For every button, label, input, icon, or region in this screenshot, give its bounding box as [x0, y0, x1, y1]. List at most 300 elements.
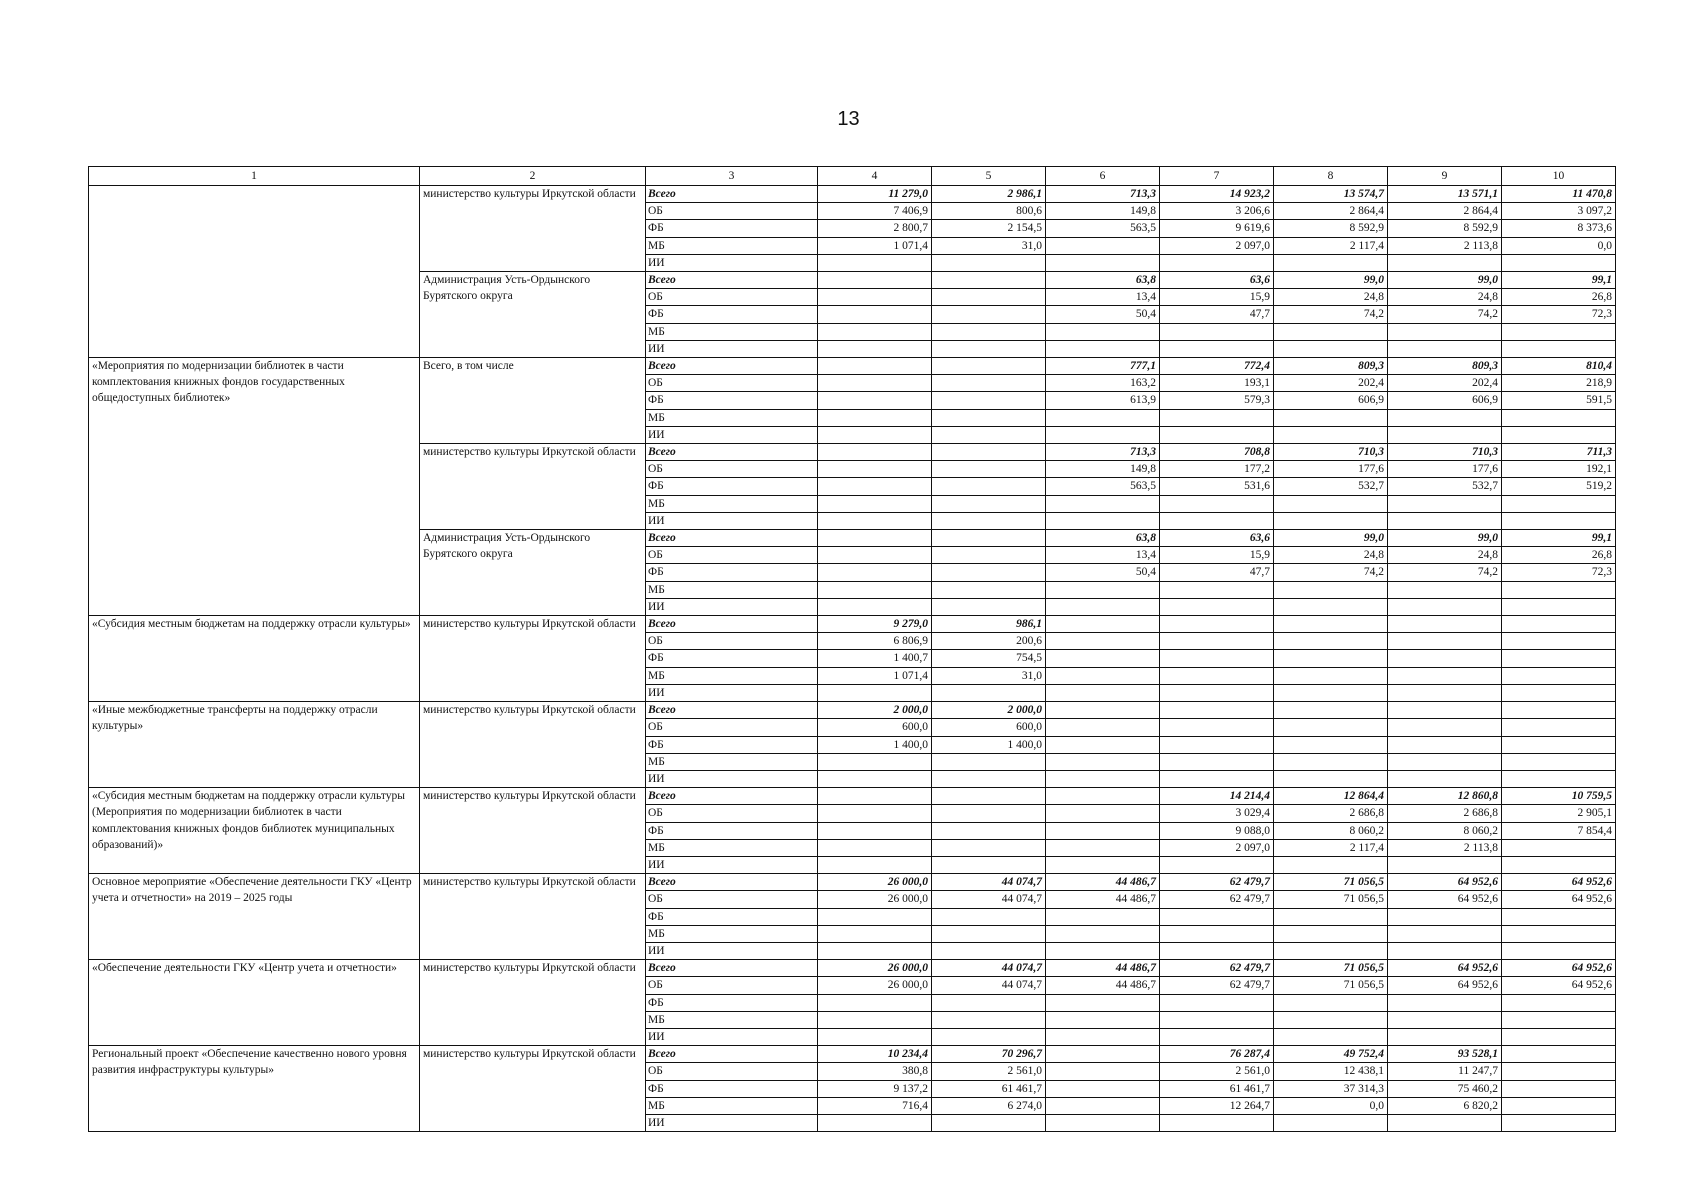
value-cell	[1388, 633, 1502, 650]
value-cell	[932, 942, 1046, 959]
value-cell: 12 860,8	[1388, 788, 1502, 805]
value-cell	[818, 770, 932, 787]
value-cell	[932, 856, 1046, 873]
value-cell: 710,3	[1274, 444, 1388, 461]
value-cell	[932, 340, 1046, 357]
value-cell	[1160, 340, 1274, 357]
value-cell	[932, 375, 1046, 392]
value-cell: 31,0	[932, 667, 1046, 684]
value-cell: 71 056,5	[1274, 960, 1388, 977]
value-cell: 7 854,4	[1502, 822, 1616, 839]
value-cell	[818, 289, 932, 306]
value-cell: 99,0	[1274, 272, 1388, 289]
value-cell	[932, 684, 1046, 701]
funding-source-cell: МБ	[646, 237, 818, 254]
column-header: 4	[818, 167, 932, 186]
value-cell	[1046, 254, 1160, 271]
value-cell: 754,5	[932, 650, 1046, 667]
value-cell: 44 074,7	[932, 874, 1046, 891]
value-cell: 9 619,6	[1160, 220, 1274, 237]
value-cell: 708,8	[1160, 444, 1274, 461]
value-cell	[818, 942, 932, 959]
budget-table	[88, 166, 1616, 1132]
value-cell: 72,3	[1502, 564, 1616, 581]
value-cell: 3 029,4	[1160, 805, 1274, 822]
page-number: 13	[837, 108, 860, 130]
value-cell	[1502, 1097, 1616, 1114]
value-cell: 200,6	[932, 633, 1046, 650]
value-cell	[932, 409, 1046, 426]
value-cell: 74,2	[1388, 306, 1502, 323]
value-cell: 177,2	[1160, 461, 1274, 478]
value-cell	[1502, 770, 1616, 787]
value-cell	[1046, 994, 1160, 1011]
value-cell: 99,0	[1274, 530, 1388, 547]
value-cell	[932, 788, 1046, 805]
funding-source-cell: ОБ	[646, 891, 818, 908]
funding-source-cell: ИИ	[646, 254, 818, 271]
value-cell	[818, 444, 932, 461]
value-cell: 772,4	[1160, 358, 1274, 375]
value-cell	[1502, 994, 1616, 1011]
value-cell: 6 806,9	[818, 633, 932, 650]
value-cell	[1274, 1011, 1388, 1028]
value-cell: 13,4	[1046, 289, 1160, 306]
value-cell	[1502, 1046, 1616, 1063]
value-cell	[1274, 633, 1388, 650]
value-cell	[1046, 856, 1160, 873]
value-cell	[1046, 237, 1160, 254]
value-cell: 61 461,7	[1160, 1080, 1274, 1097]
value-cell	[1046, 925, 1160, 942]
value-cell	[1388, 616, 1502, 633]
value-cell	[1388, 684, 1502, 701]
value-cell	[932, 272, 1046, 289]
value-cell	[1160, 650, 1274, 667]
activity-name-cell: Основное мероприятие «Обеспечение деятельности ГКУ «Центр учета и отчетности» на 2019 – 2025 годы	[89, 874, 420, 960]
funding-source-cell: Всего	[646, 874, 818, 891]
value-cell	[1502, 753, 1616, 770]
value-cell: 2 800,7	[818, 220, 932, 237]
value-cell	[1274, 702, 1388, 719]
value-cell: 99,1	[1502, 530, 1616, 547]
value-cell	[818, 272, 932, 289]
value-cell: 6 274,0	[932, 1097, 1046, 1114]
value-cell: 2 113,8	[1388, 237, 1502, 254]
value-cell	[1388, 1011, 1502, 1028]
executor-cell: министерство культуры Иркутской области	[420, 1046, 646, 1132]
value-cell: 11 247,7	[1388, 1063, 1502, 1080]
executor-cell: министерство культуры Иркутской области	[420, 186, 646, 272]
value-cell: 2 097,0	[1160, 237, 1274, 254]
value-cell: 711,3	[1502, 444, 1616, 461]
value-cell: 713,3	[1046, 444, 1160, 461]
value-cell	[1046, 770, 1160, 787]
column-header: 10	[1502, 167, 1616, 186]
value-cell	[1502, 254, 1616, 271]
value-cell: 26 000,0	[818, 977, 932, 994]
value-cell: 61 461,7	[932, 1080, 1046, 1097]
value-cell: 15,9	[1160, 289, 1274, 306]
value-cell: 10 234,4	[818, 1046, 932, 1063]
value-cell	[932, 805, 1046, 822]
value-cell: 579,3	[1160, 392, 1274, 409]
value-cell: 26 000,0	[818, 874, 932, 891]
value-cell: 12 438,1	[1274, 1063, 1388, 1080]
value-cell	[1160, 616, 1274, 633]
value-cell: 24,8	[1274, 547, 1388, 564]
funding-source-cell: ИИ	[646, 770, 818, 787]
value-cell	[932, 444, 1046, 461]
value-cell: 531,6	[1160, 478, 1274, 495]
table-row	[89, 788, 1616, 805]
value-cell: 44 074,7	[932, 891, 1046, 908]
value-cell	[1160, 598, 1274, 615]
funding-source-cell: Всего	[646, 530, 818, 547]
value-cell: 74,2	[1274, 564, 1388, 581]
value-cell	[932, 478, 1046, 495]
value-cell	[1274, 856, 1388, 873]
value-cell	[1160, 753, 1274, 770]
funding-source-cell: МБ	[646, 839, 818, 856]
value-cell: 12 264,7	[1160, 1097, 1274, 1114]
funding-source-cell: ФБ	[646, 1080, 818, 1097]
value-cell	[1046, 667, 1160, 684]
value-cell: 64 952,6	[1388, 891, 1502, 908]
column-header: 2	[420, 167, 646, 186]
value-cell: 9 279,0	[818, 616, 932, 633]
value-cell: 716,4	[818, 1097, 932, 1114]
value-cell	[1274, 581, 1388, 598]
value-cell: 13 571,1	[1388, 186, 1502, 203]
value-cell	[1388, 719, 1502, 736]
value-cell	[1388, 702, 1502, 719]
funding-source-cell: ИИ	[646, 340, 818, 357]
value-cell: 44 486,7	[1046, 977, 1160, 994]
value-cell: 1 071,4	[818, 667, 932, 684]
value-cell: 202,4	[1388, 375, 1502, 392]
value-cell	[1046, 719, 1160, 736]
value-cell: 2 905,1	[1502, 805, 1616, 822]
executor-cell: министерство культуры Иркутской области	[420, 874, 646, 960]
value-cell	[1274, 323, 1388, 340]
value-cell	[1388, 856, 1502, 873]
value-cell: 8 592,9	[1388, 220, 1502, 237]
value-cell	[1502, 856, 1616, 873]
funding-source-cell: ОБ	[646, 461, 818, 478]
value-cell	[1502, 1011, 1616, 1028]
value-cell	[1274, 598, 1388, 615]
value-cell	[818, 323, 932, 340]
value-cell: 2 986,1	[932, 186, 1046, 203]
value-cell	[1046, 650, 1160, 667]
value-cell	[818, 495, 932, 512]
executor-cell: Всего, в том числе	[420, 358, 646, 444]
value-cell	[1274, 1114, 1388, 1131]
executor-cell: министерство культуры Иркутской области	[420, 616, 646, 702]
value-cell	[1388, 770, 1502, 787]
value-cell: 24,8	[1274, 289, 1388, 306]
value-cell	[1274, 719, 1388, 736]
value-cell: 75 460,2	[1388, 1080, 1502, 1097]
value-cell	[1046, 340, 1160, 357]
value-cell: 50,4	[1046, 306, 1160, 323]
value-cell: 1 071,4	[818, 237, 932, 254]
value-cell	[1160, 409, 1274, 426]
value-cell: 149,8	[1046, 461, 1160, 478]
value-cell	[932, 581, 1046, 598]
funding-source-cell: ИИ	[646, 426, 818, 443]
column-header: 8	[1274, 167, 1388, 186]
value-cell	[1388, 667, 1502, 684]
value-cell: 44 486,7	[1046, 960, 1160, 977]
budget-table-container	[88, 166, 1613, 1132]
activity-name-cell	[89, 186, 420, 358]
value-cell	[932, 598, 1046, 615]
value-cell	[1274, 770, 1388, 787]
value-cell: 74,2	[1388, 564, 1502, 581]
funding-source-cell: ОБ	[646, 633, 818, 650]
value-cell: 24,8	[1388, 547, 1502, 564]
column-header: 6	[1046, 167, 1160, 186]
value-cell	[1388, 736, 1502, 753]
value-cell	[932, 323, 1046, 340]
value-cell	[1046, 1028, 1160, 1045]
value-cell	[818, 358, 932, 375]
value-cell	[932, 512, 1046, 529]
value-cell	[932, 753, 1046, 770]
value-cell: 2 154,5	[932, 220, 1046, 237]
value-cell	[1160, 684, 1274, 701]
value-cell: 37 314,3	[1274, 1080, 1388, 1097]
value-cell: 63,6	[1160, 530, 1274, 547]
value-cell: 44 486,7	[1046, 891, 1160, 908]
value-cell	[1502, 839, 1616, 856]
value-cell: 99,1	[1502, 272, 1616, 289]
value-cell: 563,5	[1046, 478, 1160, 495]
value-cell: 71 056,5	[1274, 891, 1388, 908]
value-cell: 12 864,4	[1274, 788, 1388, 805]
value-cell: 26 000,0	[818, 891, 932, 908]
value-cell: 8 592,9	[1274, 220, 1388, 237]
value-cell	[932, 925, 1046, 942]
value-cell	[1160, 495, 1274, 512]
value-cell: 47,7	[1160, 306, 1274, 323]
value-cell	[932, 839, 1046, 856]
column-header: 1	[89, 167, 420, 186]
value-cell: 600,0	[932, 719, 1046, 736]
value-cell: 11 470,8	[1502, 186, 1616, 203]
value-cell	[1046, 581, 1160, 598]
value-cell	[818, 564, 932, 581]
value-cell: 49 752,4	[1274, 1046, 1388, 1063]
value-cell: 71 056,5	[1274, 874, 1388, 891]
value-cell	[1388, 512, 1502, 529]
value-cell	[1388, 581, 1502, 598]
value-cell	[818, 753, 932, 770]
funding-source-cell: ФБ	[646, 908, 818, 925]
activity-name-cell: «Субсидия местным бюджетам на поддержку отрасли культуры (Мероприятия по модернизации библиотек в части комплектования книжных фондов библиотек муниципальных образований)»	[89, 788, 420, 874]
value-cell: 2 113,8	[1388, 839, 1502, 856]
value-cell: 532,7	[1388, 478, 1502, 495]
value-cell: 64 952,6	[1502, 977, 1616, 994]
value-cell: 710,3	[1388, 444, 1502, 461]
value-cell	[1274, 736, 1388, 753]
value-cell	[818, 547, 932, 564]
value-cell: 591,5	[1502, 392, 1616, 409]
value-cell: 64 952,6	[1388, 874, 1502, 891]
value-cell: 99,0	[1388, 530, 1502, 547]
column-header: 5	[932, 167, 1046, 186]
value-cell: 606,9	[1388, 392, 1502, 409]
value-cell	[1046, 1080, 1160, 1097]
funding-source-cell: ОБ	[646, 289, 818, 306]
value-cell	[818, 805, 932, 822]
funding-source-cell: Всего	[646, 702, 818, 719]
value-cell	[1502, 650, 1616, 667]
executor-cell: Администрация Усть-Ордынского Бурятского округа	[420, 530, 646, 616]
value-cell	[1502, 323, 1616, 340]
value-cell	[818, 1028, 932, 1045]
activity-name-cell: «Мероприятия по модернизации библиотек в части комплектования книжных фондов государственных общедоступных библиотек»	[89, 358, 420, 616]
value-cell	[1046, 616, 1160, 633]
value-cell	[1046, 753, 1160, 770]
value-cell	[1388, 925, 1502, 942]
value-cell	[932, 994, 1046, 1011]
value-cell: 986,1	[932, 616, 1046, 633]
value-cell: 31,0	[932, 237, 1046, 254]
value-cell: 177,6	[1388, 461, 1502, 478]
value-cell: 218,9	[1502, 375, 1616, 392]
funding-source-cell: Всего	[646, 1046, 818, 1063]
value-cell: 26,8	[1502, 289, 1616, 306]
value-cell: 93 528,1	[1388, 1046, 1502, 1063]
value-cell	[932, 564, 1046, 581]
funding-source-cell: ОБ	[646, 203, 818, 220]
value-cell: 613,9	[1046, 392, 1160, 409]
value-cell: 44 074,7	[932, 960, 1046, 977]
executor-cell: министерство культуры Иркутской области	[420, 702, 646, 788]
value-cell: 62 479,7	[1160, 874, 1274, 891]
value-cell: 13,4	[1046, 547, 1160, 564]
funding-source-cell: ОБ	[646, 805, 818, 822]
funding-source-cell: Всего	[646, 186, 818, 203]
value-cell	[1046, 409, 1160, 426]
value-cell	[1388, 254, 1502, 271]
value-cell	[1160, 719, 1274, 736]
value-cell	[1502, 1114, 1616, 1131]
funding-source-cell: ФБ	[646, 220, 818, 237]
value-cell	[1502, 719, 1616, 736]
value-cell	[1502, 512, 1616, 529]
value-cell	[1160, 512, 1274, 529]
value-cell	[1160, 942, 1274, 959]
value-cell	[1502, 908, 1616, 925]
executor-cell: министерство культуры Иркутской области	[420, 788, 646, 874]
value-cell	[1046, 1011, 1160, 1028]
value-cell	[1502, 1063, 1616, 1080]
funding-source-cell: ИИ	[646, 942, 818, 959]
table-row	[89, 358, 1616, 375]
value-cell	[932, 770, 1046, 787]
value-cell: 26 000,0	[818, 960, 932, 977]
value-cell: 177,6	[1274, 461, 1388, 478]
funding-source-cell: ИИ	[646, 598, 818, 615]
funding-source-cell: ФБ	[646, 736, 818, 753]
table-row	[89, 616, 1616, 633]
funding-source-cell: ИИ	[646, 1114, 818, 1131]
funding-source-cell: Всего	[646, 358, 818, 375]
table-body	[89, 186, 1616, 1132]
value-cell: 76 287,4	[1160, 1046, 1274, 1063]
value-cell	[932, 358, 1046, 375]
value-cell	[818, 925, 932, 942]
value-cell: 519,2	[1502, 478, 1616, 495]
column-header: 7	[1160, 167, 1274, 186]
value-cell: 192,1	[1502, 461, 1616, 478]
value-cell	[818, 684, 932, 701]
value-cell	[1046, 822, 1160, 839]
funding-source-cell: Всего	[646, 788, 818, 805]
value-cell	[1046, 323, 1160, 340]
value-cell	[1502, 409, 1616, 426]
value-cell	[818, 598, 932, 615]
value-cell: 2 117,4	[1274, 237, 1388, 254]
funding-source-cell: ИИ	[646, 856, 818, 873]
value-cell	[1046, 1114, 1160, 1131]
value-cell	[1502, 702, 1616, 719]
value-cell	[1388, 908, 1502, 925]
value-cell: 777,1	[1046, 358, 1160, 375]
value-cell	[1388, 598, 1502, 615]
value-cell	[1388, 650, 1502, 667]
value-cell	[1502, 426, 1616, 443]
value-cell	[1502, 736, 1616, 753]
table-row	[89, 186, 1616, 203]
value-cell: 47,7	[1160, 564, 1274, 581]
value-cell	[1388, 994, 1502, 1011]
activity-name-cell: «Субсидия местным бюджетам на поддержку отрасли культуры»	[89, 616, 420, 702]
value-cell: 44 486,7	[1046, 874, 1160, 891]
value-cell	[1160, 1028, 1274, 1045]
value-cell: 2 686,8	[1388, 805, 1502, 822]
funding-source-cell: МБ	[646, 753, 818, 770]
funding-source-cell: МБ	[646, 323, 818, 340]
value-cell	[1046, 702, 1160, 719]
value-cell	[1388, 1028, 1502, 1045]
value-cell: 14 214,4	[1160, 788, 1274, 805]
executor-cell: Администрация Усть-Ордынского Бурятского округа	[420, 272, 646, 358]
value-cell: 8 060,2	[1388, 822, 1502, 839]
value-cell	[818, 409, 932, 426]
funding-source-cell: ОБ	[646, 977, 818, 994]
value-cell: 532,7	[1274, 478, 1388, 495]
value-cell: 810,4	[1502, 358, 1616, 375]
value-cell	[1274, 616, 1388, 633]
value-cell: 600,0	[818, 719, 932, 736]
value-cell	[1502, 598, 1616, 615]
value-cell	[1160, 994, 1274, 1011]
table-row	[89, 1046, 1616, 1063]
value-cell	[1274, 650, 1388, 667]
value-cell	[1046, 684, 1160, 701]
value-cell	[1046, 512, 1160, 529]
value-cell: 563,5	[1046, 220, 1160, 237]
value-cell: 713,3	[1046, 186, 1160, 203]
value-cell: 809,3	[1388, 358, 1502, 375]
value-cell: 64 952,6	[1502, 960, 1616, 977]
funding-source-cell: Всего	[646, 444, 818, 461]
